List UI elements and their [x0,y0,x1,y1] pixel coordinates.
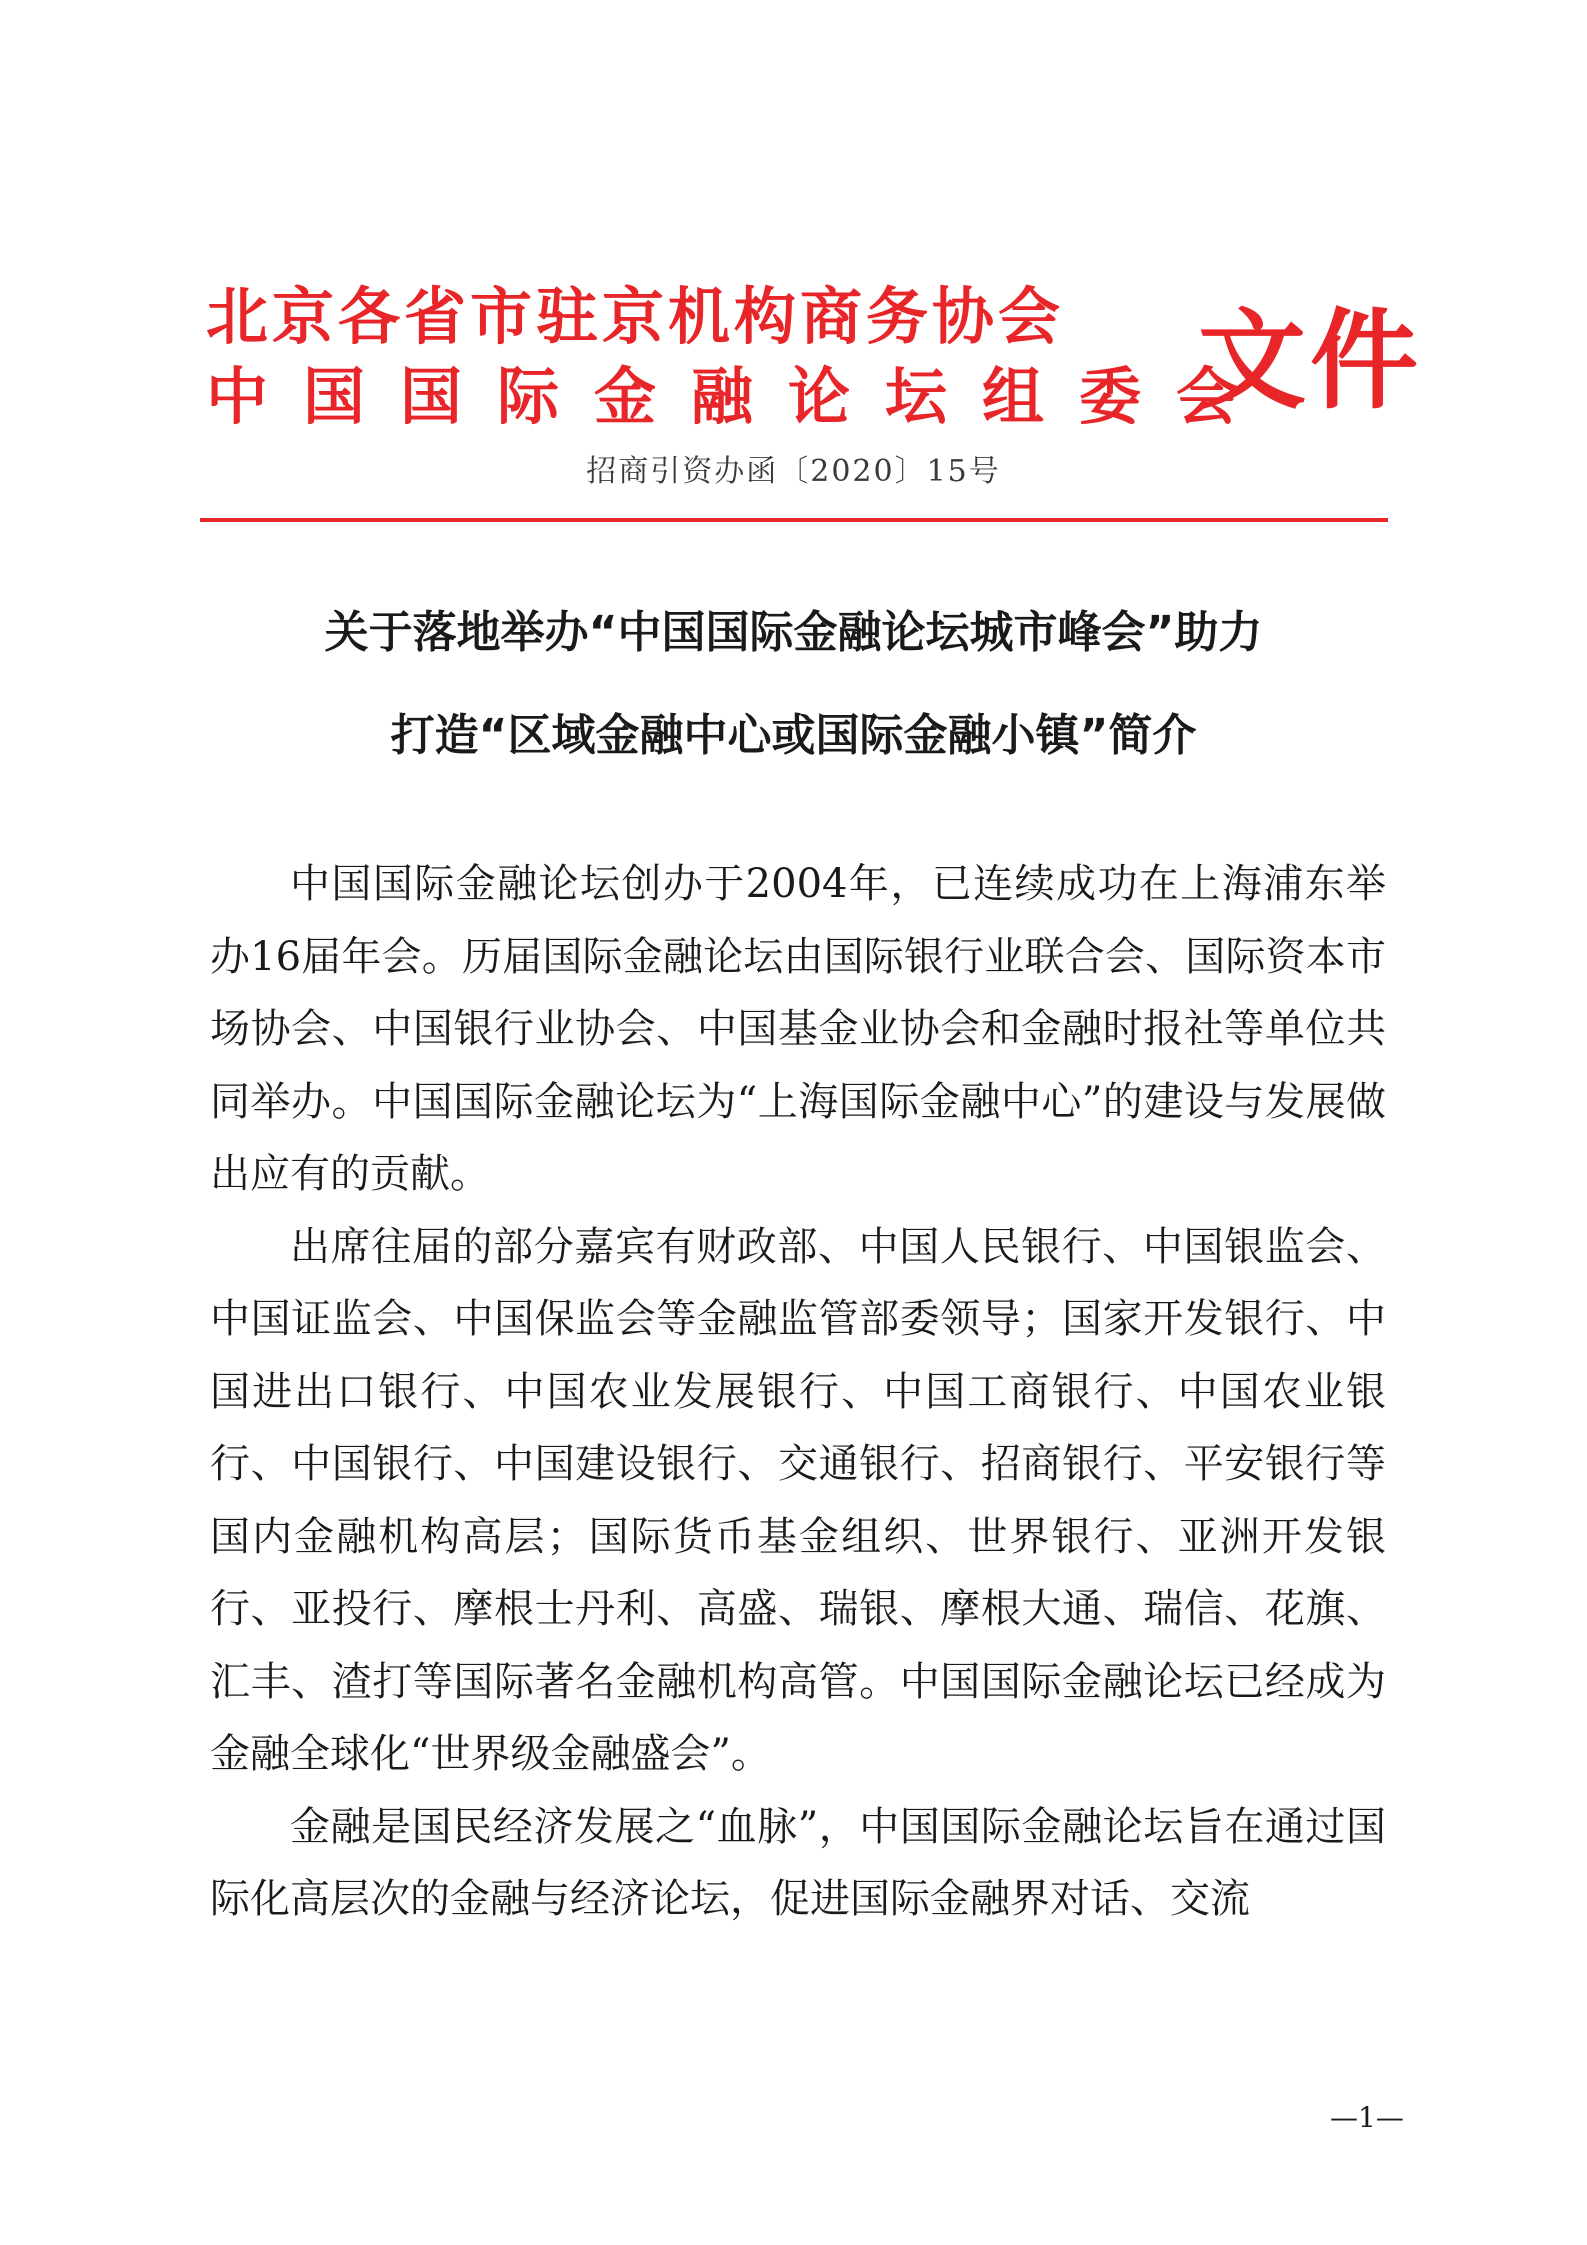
letterhead [206,272,1423,442]
body-paragraph: 中国国际金融论坛创办于2004年，已连续成功在上海浦东举办16届年会。历届国际金融论坛由国际银行业联合会、国际资本市场协会、中国银行业协会、中国基金业协会和金融时报社等单位共同举办。中国国际金融论坛为“上海国际金融中心”的建设与发展做出应有的贡献。 [210,861,1386,1197]
issuing-org-2: 中国国际金融论坛组委会 [206,360,1274,433]
document-body [210,848,1386,1936]
document-title-line-1: 关于落地举办“中国国际金融论坛城市峰会”助力 [324,607,1263,658]
red-divider [200,518,1388,522]
body-paragraph: 金融是国民经济发展之“血脉”，中国国际金融论坛旨在通过国际化高层次的金融与经济论坛，促进国际金融界对话、交流 [210,1803,1386,1922]
body-paragraph: 出席往届的部分嘉宾有财政部、中国人民银行、中国银监会、中国证监会、中国保监会等金融监管部委领导；国家开发银行、中国进出口银行、中国农业发展银行、中国工商银行、中国农业银行、中国银行、中国建设银行、交通银行、招商银行、平安银行等国内金融机构高层；国际货币基金组织、世界银行、亚洲开发银行、亚投行、摩根士丹利、高盛、瑞银、摩根大通、瑞信、花旗、汇丰、渣打等国际著名金融机构高管。中国国际金融论坛已经成为金融全球化“世界级金融盛会”。 [210,1223,1386,1777]
document-label: 文件 [1198,299,1423,424]
document-title-line-2: 打造“区域金融中心或国际金融小镇”简介 [390,710,1197,761]
document-number: 招商引资办函〔2020〕15号 [586,454,1001,489]
page-number: —1— [1330,2101,1404,2134]
issuing-org-1: 北京各省市驻京机构商务协会 [206,280,1065,353]
